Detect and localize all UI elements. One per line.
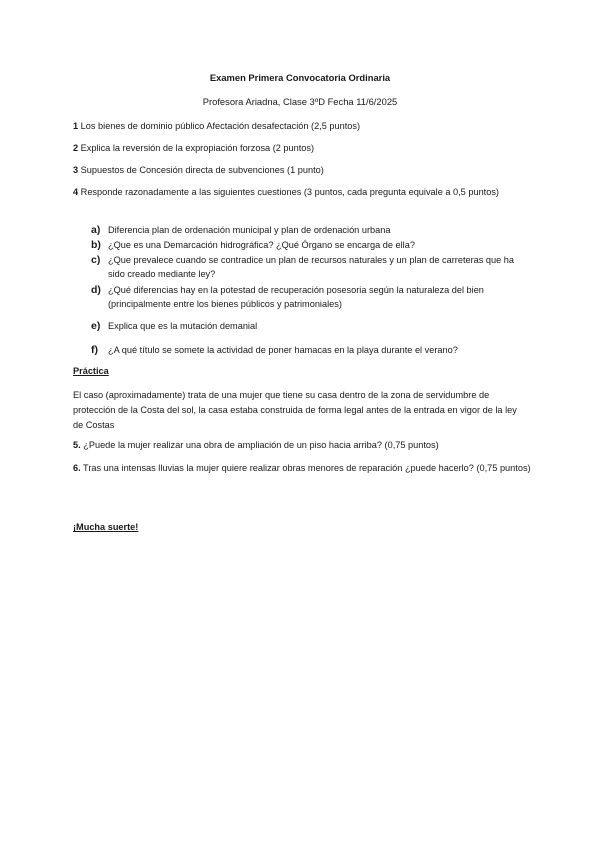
subquestion-letter: a) xyxy=(91,224,101,236)
subquestion-text: ¿Que es una Demarcación hidrográfica? ¿Qué Órgano se encarga de ella? xyxy=(108,240,415,250)
question-text: Supuestos de Concesión directa de subvenciones (1 punto) xyxy=(78,165,324,175)
question-5 xyxy=(73,437,533,453)
practice-heading: Práctica xyxy=(73,366,109,376)
question-text: ¿Puede la mujer realizar una obra de ampliación de un piso hacia arriba? (0,75 puntos) xyxy=(80,440,439,450)
question-6 xyxy=(73,460,533,476)
subquestion-letter: d) xyxy=(91,284,101,296)
subquestion-letter: e) xyxy=(91,320,101,332)
subquestion-letter: f) xyxy=(91,344,98,356)
question-text: Explica la reversión de la expropiación forzosa (2 puntos) xyxy=(78,143,315,153)
question-number: 4 xyxy=(73,187,79,197)
subquestion-text: Explica que es la mutación demanial xyxy=(108,321,258,331)
subquestion-letter: b) xyxy=(91,239,101,251)
subquestion-text: ¿Qué diferencias hay en la potestad de recuperación posesoria según la naturaleza del bien (principalmente entre los bienes públicos y patrimoniales) xyxy=(108,285,484,309)
question-number: 5. xyxy=(73,440,81,450)
question-number: 2 xyxy=(73,143,79,153)
question-text: Los bienes de dominio público Afectación desafectación (2,5 puntos) xyxy=(78,121,361,131)
question-text: Responde razonadamente a las siguientes cuestiones (3 puntos, cada pregunta equivale a 0,5 puntos) xyxy=(78,187,499,197)
question-3 xyxy=(73,162,533,178)
question-4 xyxy=(73,184,533,200)
exam-subtitle: Profesora Ariadna, Clase 3ºD Fecha 11/6/2025 xyxy=(202,96,398,107)
question-number: 1 xyxy=(73,121,79,131)
subquestion-text: ¿A qué título se somete la actividad de poner hamacas en la playa durante el verano? xyxy=(108,345,458,355)
question-2 xyxy=(73,140,533,156)
case-description: El caso (aproximadamente) trata de una mujer que tiene su casa dentro de la zona de servidumbre de protección de la Costa del sol, la casa estaba construida de forma legal antes de la entrada en vigor de la ley de Costas xyxy=(73,390,517,430)
question-text: Tras una intensas lluvias la mujer quiere realizar obras menores de reparación ¿puede hacerlo? (0,75 puntos) xyxy=(80,463,531,473)
subquestion-text: Diferencia plan de ordenación municipal y plan de ordenación urbana xyxy=(108,225,391,235)
question-number: 3 xyxy=(73,165,79,175)
question-1 xyxy=(73,118,533,134)
closing-message: ¡Mucha suerte! xyxy=(73,522,139,532)
subquestion-letter: c) xyxy=(91,254,101,266)
exam-title: Examen Primera Convocatoria Ordinaria xyxy=(209,72,391,83)
subquestion-text: ¿Que prevalece cuando se contradice un plan de recursos naturales y un plan de carreteras que ha sido creado mediante ley? xyxy=(108,255,515,279)
question-number: 6. xyxy=(73,463,81,473)
